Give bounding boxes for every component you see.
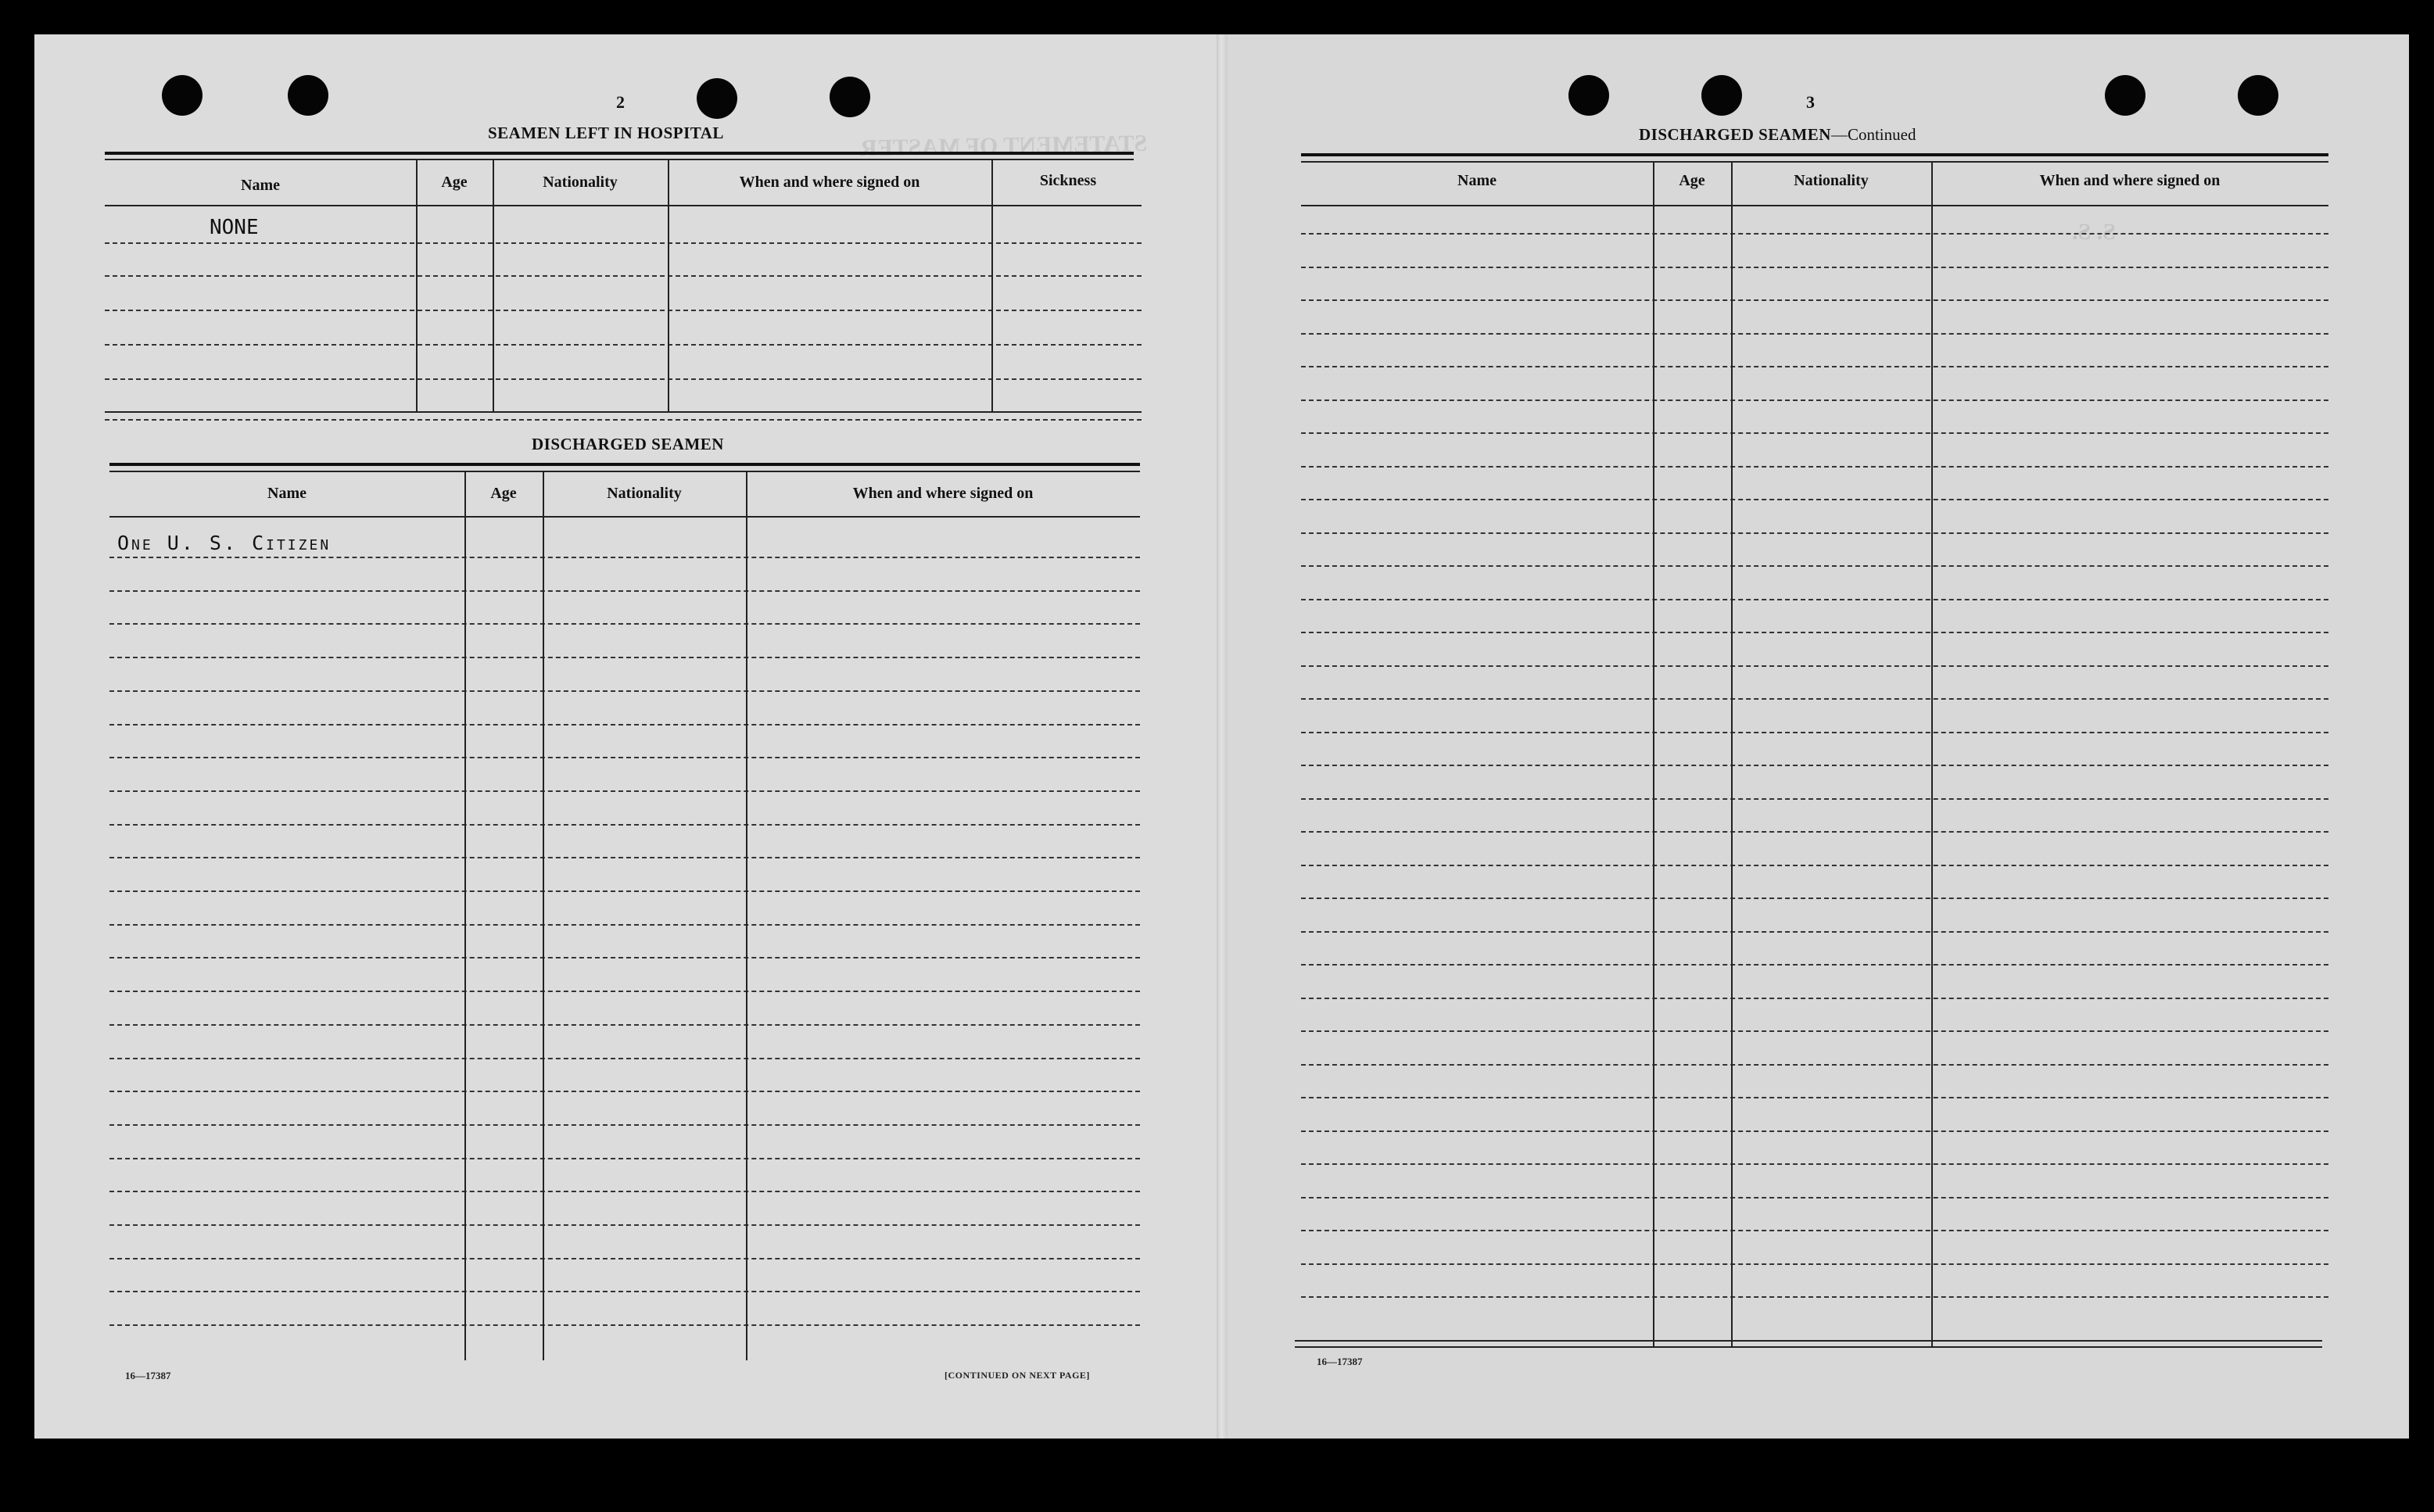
row-rule bbox=[109, 757, 1140, 758]
section-bottom-rule bbox=[105, 411, 1142, 413]
row-rule bbox=[109, 1258, 1140, 1259]
section-bottom-rule bbox=[105, 419, 1142, 421]
column-header-name: Name bbox=[267, 485, 306, 502]
row-rule bbox=[109, 857, 1140, 858]
column-header-signed-on: When and where signed on bbox=[852, 485, 1034, 502]
row-rule bbox=[1301, 565, 2328, 567]
row-rule bbox=[1301, 432, 2328, 434]
column-header-signed-on: When and where signed on bbox=[739, 174, 920, 191]
column-divider bbox=[991, 160, 993, 412]
row-rule bbox=[1301, 698, 2328, 700]
column-divider bbox=[1731, 163, 1733, 1348]
row-rule bbox=[1301, 233, 2328, 235]
column-divider bbox=[543, 472, 544, 1360]
row-rule bbox=[1301, 1130, 2328, 1132]
title-main: DISCHARGED SEAMEN bbox=[1639, 125, 1831, 144]
punch-hole bbox=[830, 77, 870, 117]
row-rule bbox=[109, 724, 1140, 726]
column-divider bbox=[668, 160, 669, 412]
row-rule bbox=[1301, 1097, 2328, 1098]
section-bottom-rule bbox=[1295, 1346, 2322, 1348]
discharged-continued-title bbox=[1639, 125, 1916, 145]
row-rule bbox=[1301, 1064, 2328, 1066]
row-rule bbox=[109, 957, 1140, 958]
column-header-nationality: Nationality bbox=[543, 174, 618, 191]
row-rule bbox=[1301, 599, 2328, 600]
column-divider bbox=[464, 472, 466, 1360]
row-rule bbox=[1301, 998, 2328, 999]
column-divider bbox=[746, 472, 747, 1360]
row-rule bbox=[105, 310, 1142, 311]
row-rule bbox=[109, 1224, 1140, 1226]
punch-hole bbox=[288, 75, 328, 116]
row-rule bbox=[109, 657, 1140, 658]
page-number: 2 bbox=[616, 92, 625, 112]
punch-hole bbox=[1568, 75, 1609, 116]
row-rule bbox=[109, 1024, 1140, 1026]
row-rule bbox=[1301, 831, 2328, 833]
column-divider bbox=[493, 160, 494, 412]
row-rule bbox=[109, 924, 1140, 926]
row-rule bbox=[1301, 399, 2328, 401]
row-rule bbox=[109, 890, 1140, 892]
row-rule bbox=[105, 344, 1142, 346]
left-page bbox=[34, 34, 1224, 1439]
row-rule bbox=[109, 1291, 1140, 1292]
column-header-nationality: Nationality bbox=[607, 485, 682, 502]
column-header-sickness: Sickness bbox=[1039, 172, 1097, 189]
title-suffix: —Continued bbox=[1830, 125, 1916, 144]
row-rule bbox=[1301, 898, 2328, 899]
column-header-name: Name bbox=[241, 177, 280, 194]
section-rule bbox=[1301, 161, 2328, 163]
right-page bbox=[1220, 34, 2409, 1439]
row-rule bbox=[1301, 1163, 2328, 1165]
page-number: 3 bbox=[1806, 92, 1815, 112]
discharged-entry: One U. S. Citizen bbox=[117, 532, 332, 554]
header-rule bbox=[1301, 205, 2328, 206]
column-divider bbox=[416, 160, 418, 412]
header-rule bbox=[105, 205, 1142, 206]
section-rule bbox=[1301, 153, 2328, 156]
row-rule bbox=[1301, 532, 2328, 534]
row-rule bbox=[1301, 798, 2328, 800]
row-rule bbox=[109, 590, 1140, 592]
row-rule bbox=[1301, 1296, 2328, 1298]
row-rule bbox=[109, 1158, 1140, 1159]
column-header-age: Age bbox=[490, 485, 517, 502]
hospital-section-title: SEAMEN LEFT IN HOSPITAL bbox=[488, 124, 724, 142]
row-rule bbox=[109, 1191, 1140, 1192]
punch-hole bbox=[2105, 75, 2145, 116]
continued-note: [CONTINUED ON NEXT PAGE] bbox=[945, 1370, 1090, 1381]
section-rule bbox=[109, 471, 1140, 472]
row-rule bbox=[1301, 267, 2328, 268]
row-rule bbox=[109, 790, 1140, 792]
column-divider bbox=[1931, 163, 1933, 1348]
column-header-name: Name bbox=[1457, 172, 1497, 189]
row-rule bbox=[1301, 1030, 2328, 1032]
row-rule bbox=[1301, 931, 2328, 933]
row-rule bbox=[109, 824, 1140, 826]
row-rule bbox=[1301, 765, 2328, 766]
row-rule bbox=[109, 1324, 1140, 1326]
row-rule bbox=[1301, 732, 2328, 733]
row-rule bbox=[1301, 466, 2328, 468]
row-rule bbox=[1301, 366, 2328, 367]
form-code: 16—17387 bbox=[125, 1370, 171, 1381]
row-rule bbox=[109, 1124, 1140, 1126]
column-header-age: Age bbox=[1679, 172, 1705, 189]
row-rule bbox=[1301, 632, 2328, 633]
row-rule bbox=[1301, 1263, 2328, 1265]
punch-hole bbox=[1701, 75, 1742, 116]
punch-hole bbox=[162, 75, 203, 116]
row-rule bbox=[1301, 1230, 2328, 1231]
row-rule bbox=[1301, 333, 2328, 335]
row-rule bbox=[109, 991, 1140, 992]
section-bottom-rule bbox=[1295, 1340, 2322, 1342]
row-rule bbox=[1301, 665, 2328, 667]
page-fold bbox=[1217, 34, 1228, 1439]
section-rule bbox=[105, 152, 1134, 155]
row-rule bbox=[1301, 299, 2328, 301]
column-header-age: Age bbox=[441, 174, 468, 191]
form-code: 16—17387 bbox=[1317, 1356, 1363, 1367]
column-divider bbox=[1653, 163, 1654, 1348]
row-rule bbox=[1301, 499, 2328, 500]
header-rule bbox=[109, 516, 1140, 518]
section-rule bbox=[109, 463, 1140, 466]
row-rule bbox=[1301, 865, 2328, 866]
row-rule bbox=[1301, 1197, 2328, 1198]
row-rule bbox=[1301, 964, 2328, 966]
row-rule bbox=[105, 378, 1142, 380]
row-rule bbox=[109, 1058, 1140, 1059]
discharged-section-title: DISCHARGED SEAMEN bbox=[532, 435, 724, 453]
section-rule bbox=[105, 159, 1134, 160]
hospital-entry: NONE bbox=[210, 216, 259, 239]
column-header-signed-on: When and where signed on bbox=[2039, 172, 2221, 189]
row-rule bbox=[109, 557, 1140, 558]
row-rule bbox=[105, 275, 1142, 277]
row-rule bbox=[105, 242, 1142, 244]
punch-hole bbox=[2238, 75, 2278, 116]
row-rule bbox=[109, 1091, 1140, 1092]
punch-hole bbox=[697, 78, 737, 119]
row-rule bbox=[109, 690, 1140, 692]
row-rule bbox=[109, 623, 1140, 625]
column-header-nationality: Nationality bbox=[1794, 172, 1869, 189]
